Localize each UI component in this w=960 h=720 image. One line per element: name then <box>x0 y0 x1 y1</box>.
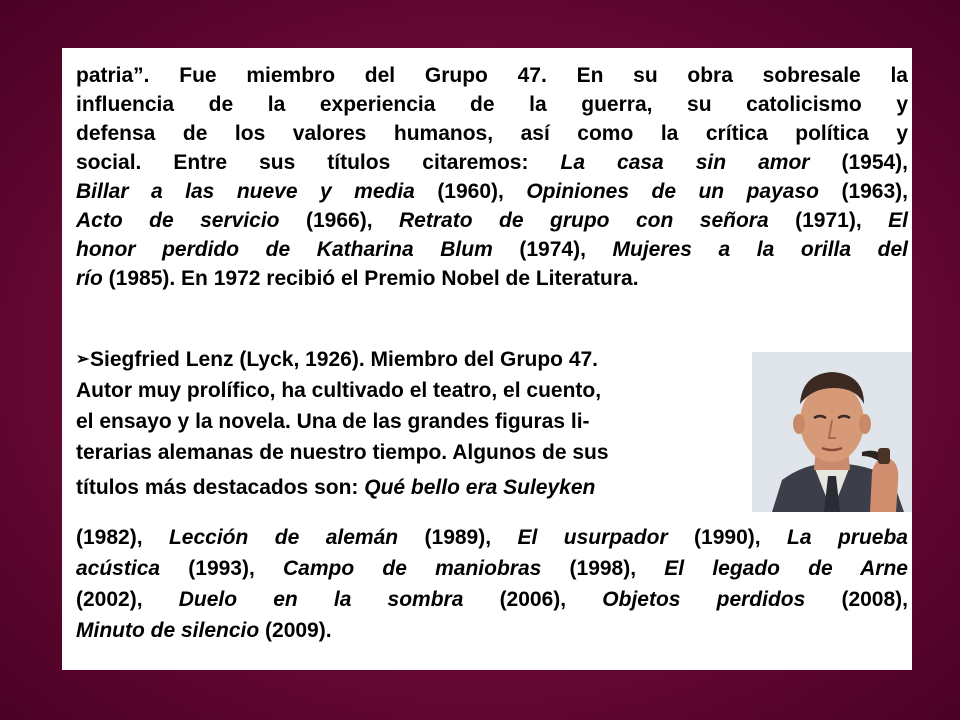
text-span: (2002), <box>76 588 179 611</box>
text-line <box>76 616 908 647</box>
book-title: Campo de maniobras <box>283 557 542 580</box>
text-span: (1989), <box>398 526 518 549</box>
text-span: (2009). <box>259 619 332 642</box>
text-line <box>76 585 908 616</box>
book-title: La prueba <box>787 526 908 549</box>
text-line <box>76 148 908 177</box>
text-line: influencia de la experiencia de la guerra, su catolicismo y <box>76 93 908 116</box>
book-title: acústica <box>76 557 161 580</box>
text-span: títulos más destacados son: <box>76 476 365 499</box>
book-title: Objetos perdidos <box>602 588 806 611</box>
text-span: social. Entre sus títulos citaremos: <box>76 151 561 174</box>
text-span: (1998), <box>541 557 665 580</box>
text-span: (1974), <box>492 238 613 261</box>
text-span: (1982), <box>76 526 169 549</box>
book-title: honor perdido de Katharina Blum <box>76 238 493 261</box>
text-span: (1993), <box>160 557 284 580</box>
text-line <box>76 235 908 264</box>
book-title: Acto de servicio <box>76 209 280 232</box>
book-title: El legado de Arne <box>664 557 908 580</box>
arrow-bullet-icon: ➢ <box>76 351 90 368</box>
text-line: el ensayo y la novela. Una de las grandes figuras li- <box>76 410 590 433</box>
text-span: (1990), <box>667 526 788 549</box>
text-line: Autor muy prolífico, ha cultivado el teatro, el cuento, <box>76 379 602 402</box>
book-title: Qué bello era Suleyken <box>364 476 596 499</box>
text-line <box>76 264 908 293</box>
text-line <box>76 473 756 504</box>
text-span: Siegfried Lenz (Lyck, 1926). Miembro del Grupo 47. <box>90 348 599 371</box>
text-span: (1966), <box>279 209 400 232</box>
text-span: (1971), <box>768 209 889 232</box>
book-title: Opiniones de un payaso <box>526 180 819 203</box>
text-line <box>76 554 908 585</box>
text-line <box>76 523 908 554</box>
text-span: (2006), <box>463 588 603 611</box>
book-title: El <box>888 209 908 232</box>
text-line: patria”. Fue miembro del Grupo 47. En su obra sobresale la <box>76 64 908 87</box>
book-title: Mujeres a la orilla del <box>612 238 909 261</box>
text-line <box>76 206 908 235</box>
book-title: El usurpador <box>517 526 668 549</box>
book-title: Billar a las nueve y media <box>76 180 415 203</box>
text-span: (1960), <box>414 180 527 203</box>
text-span: (2008), <box>805 588 908 611</box>
text-span: (1954), <box>809 151 909 174</box>
content-panel <box>62 48 912 670</box>
text-span: (1963), <box>818 180 908 203</box>
book-title: Minuto de silencio <box>76 619 260 642</box>
text-line <box>76 177 908 206</box>
paragraph-siegfried-lenz <box>76 345 756 504</box>
text-line: terarias alemanas de nuestro tiempo. Algunos de sus <box>76 441 609 464</box>
paragraph-heinrich-boll <box>76 61 908 293</box>
book-title: La casa sin amor <box>560 151 810 174</box>
text-line <box>76 345 756 376</box>
author-portrait-photo <box>752 352 912 512</box>
book-title: río <box>76 267 103 290</box>
portrait-illustration <box>752 352 912 512</box>
book-title: Retrato de grupo con señora <box>399 209 769 232</box>
text-line: defensa de los valores humanos, así como la crítica política y <box>76 122 908 145</box>
text-span: (1985). En 1972 recibió el Premio Nobel de Literatura. <box>102 267 639 290</box>
paragraph-lenz-titles <box>76 523 908 647</box>
book-title: Duelo en la sombra <box>178 588 464 611</box>
book-title: Lección de alemán <box>168 526 399 549</box>
